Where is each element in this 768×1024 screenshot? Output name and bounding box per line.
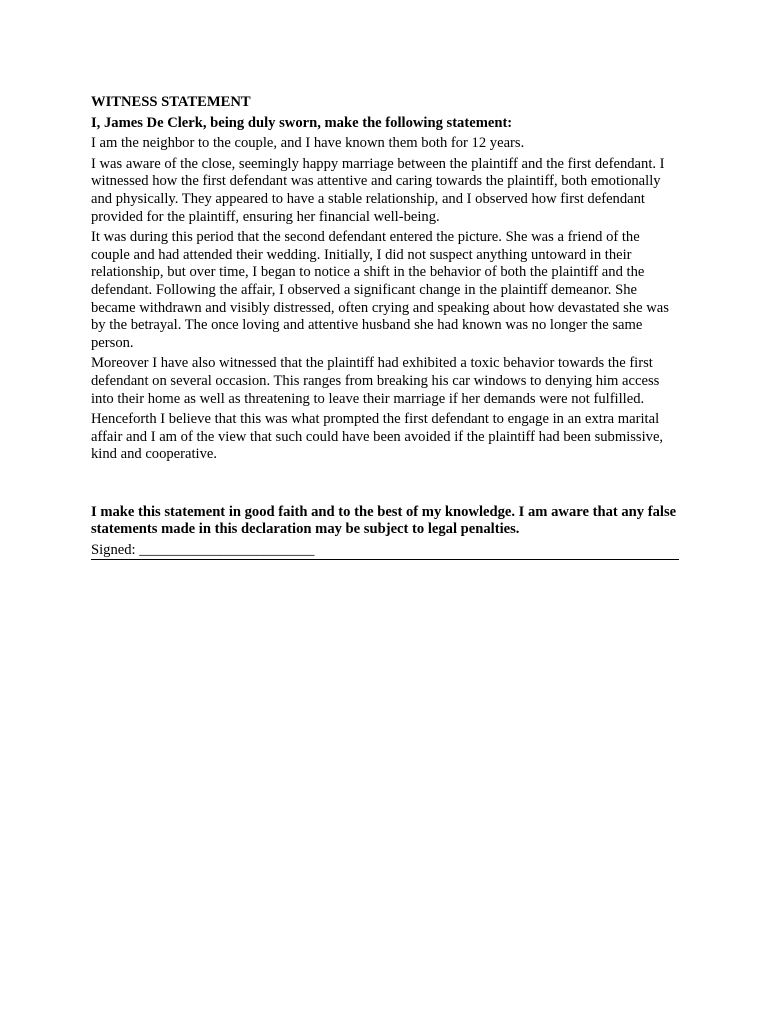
paragraph-1: I am the neighbor to the couple, and I have known them both for 12 years.	[91, 135, 525, 152]
signature-line: Signed: ________________________	[91, 542, 679, 560]
paragraph-4: Moreover I have also witnessed that the plaintiff had exhibited a toxic behavior towards the first defendant on several occasion. This ranges from breaking his car windows to denying him access into their home as well as threatening to leave their marriage if her demands were not fulfilled.	[91, 355, 660, 407]
paragraph-5: Henceforth I believe that this was what prompted the first defendant to engage in an extra marital affair and I am of the view that such could have been avoided if the plaintiff had been submissive, kind and cooperative.	[91, 411, 664, 463]
closing-declaration: I make this statement in good faith and to the best of my knowledge. I am aware that any false statements made in this declaration may be subject to legal penalties.	[91, 503, 677, 538]
document-title: WITNESS STATEMENT	[91, 94, 251, 110]
paragraph-2: I was aware of the close, seemingly happy marriage between the plaintiff and the first defendant. I witnessed how the first defendant was attentive and caring towards the plaintiff, both emotionally and physically. They appeared to have a stable relationship, and I observed how first defendant provided for the plaintiff, ensuring her financial well-being.	[91, 155, 665, 225]
document-body	[91, 94, 679, 560]
sworn-intro: I, James De Clerk, being duly sworn, make the following statement:	[91, 114, 513, 131]
paragraph-3: It was during this period that the second defendant entered the picture. She was a friend of the couple and had attended their wedding. Initially, I did not suspect anything untoward in their relationship, but over time, I began to notice a shift in the behavior of both the plaintiff and the defendant. Following the affair, I observed a significant change in the plaintiff demeanor. She became withdrawn and visibly distressed, often crying and speaking about how devastated she was by the betrayal. The once loving and attentive husband she had known was no longer the same person.	[91, 229, 669, 351]
spacer	[91, 467, 679, 504]
